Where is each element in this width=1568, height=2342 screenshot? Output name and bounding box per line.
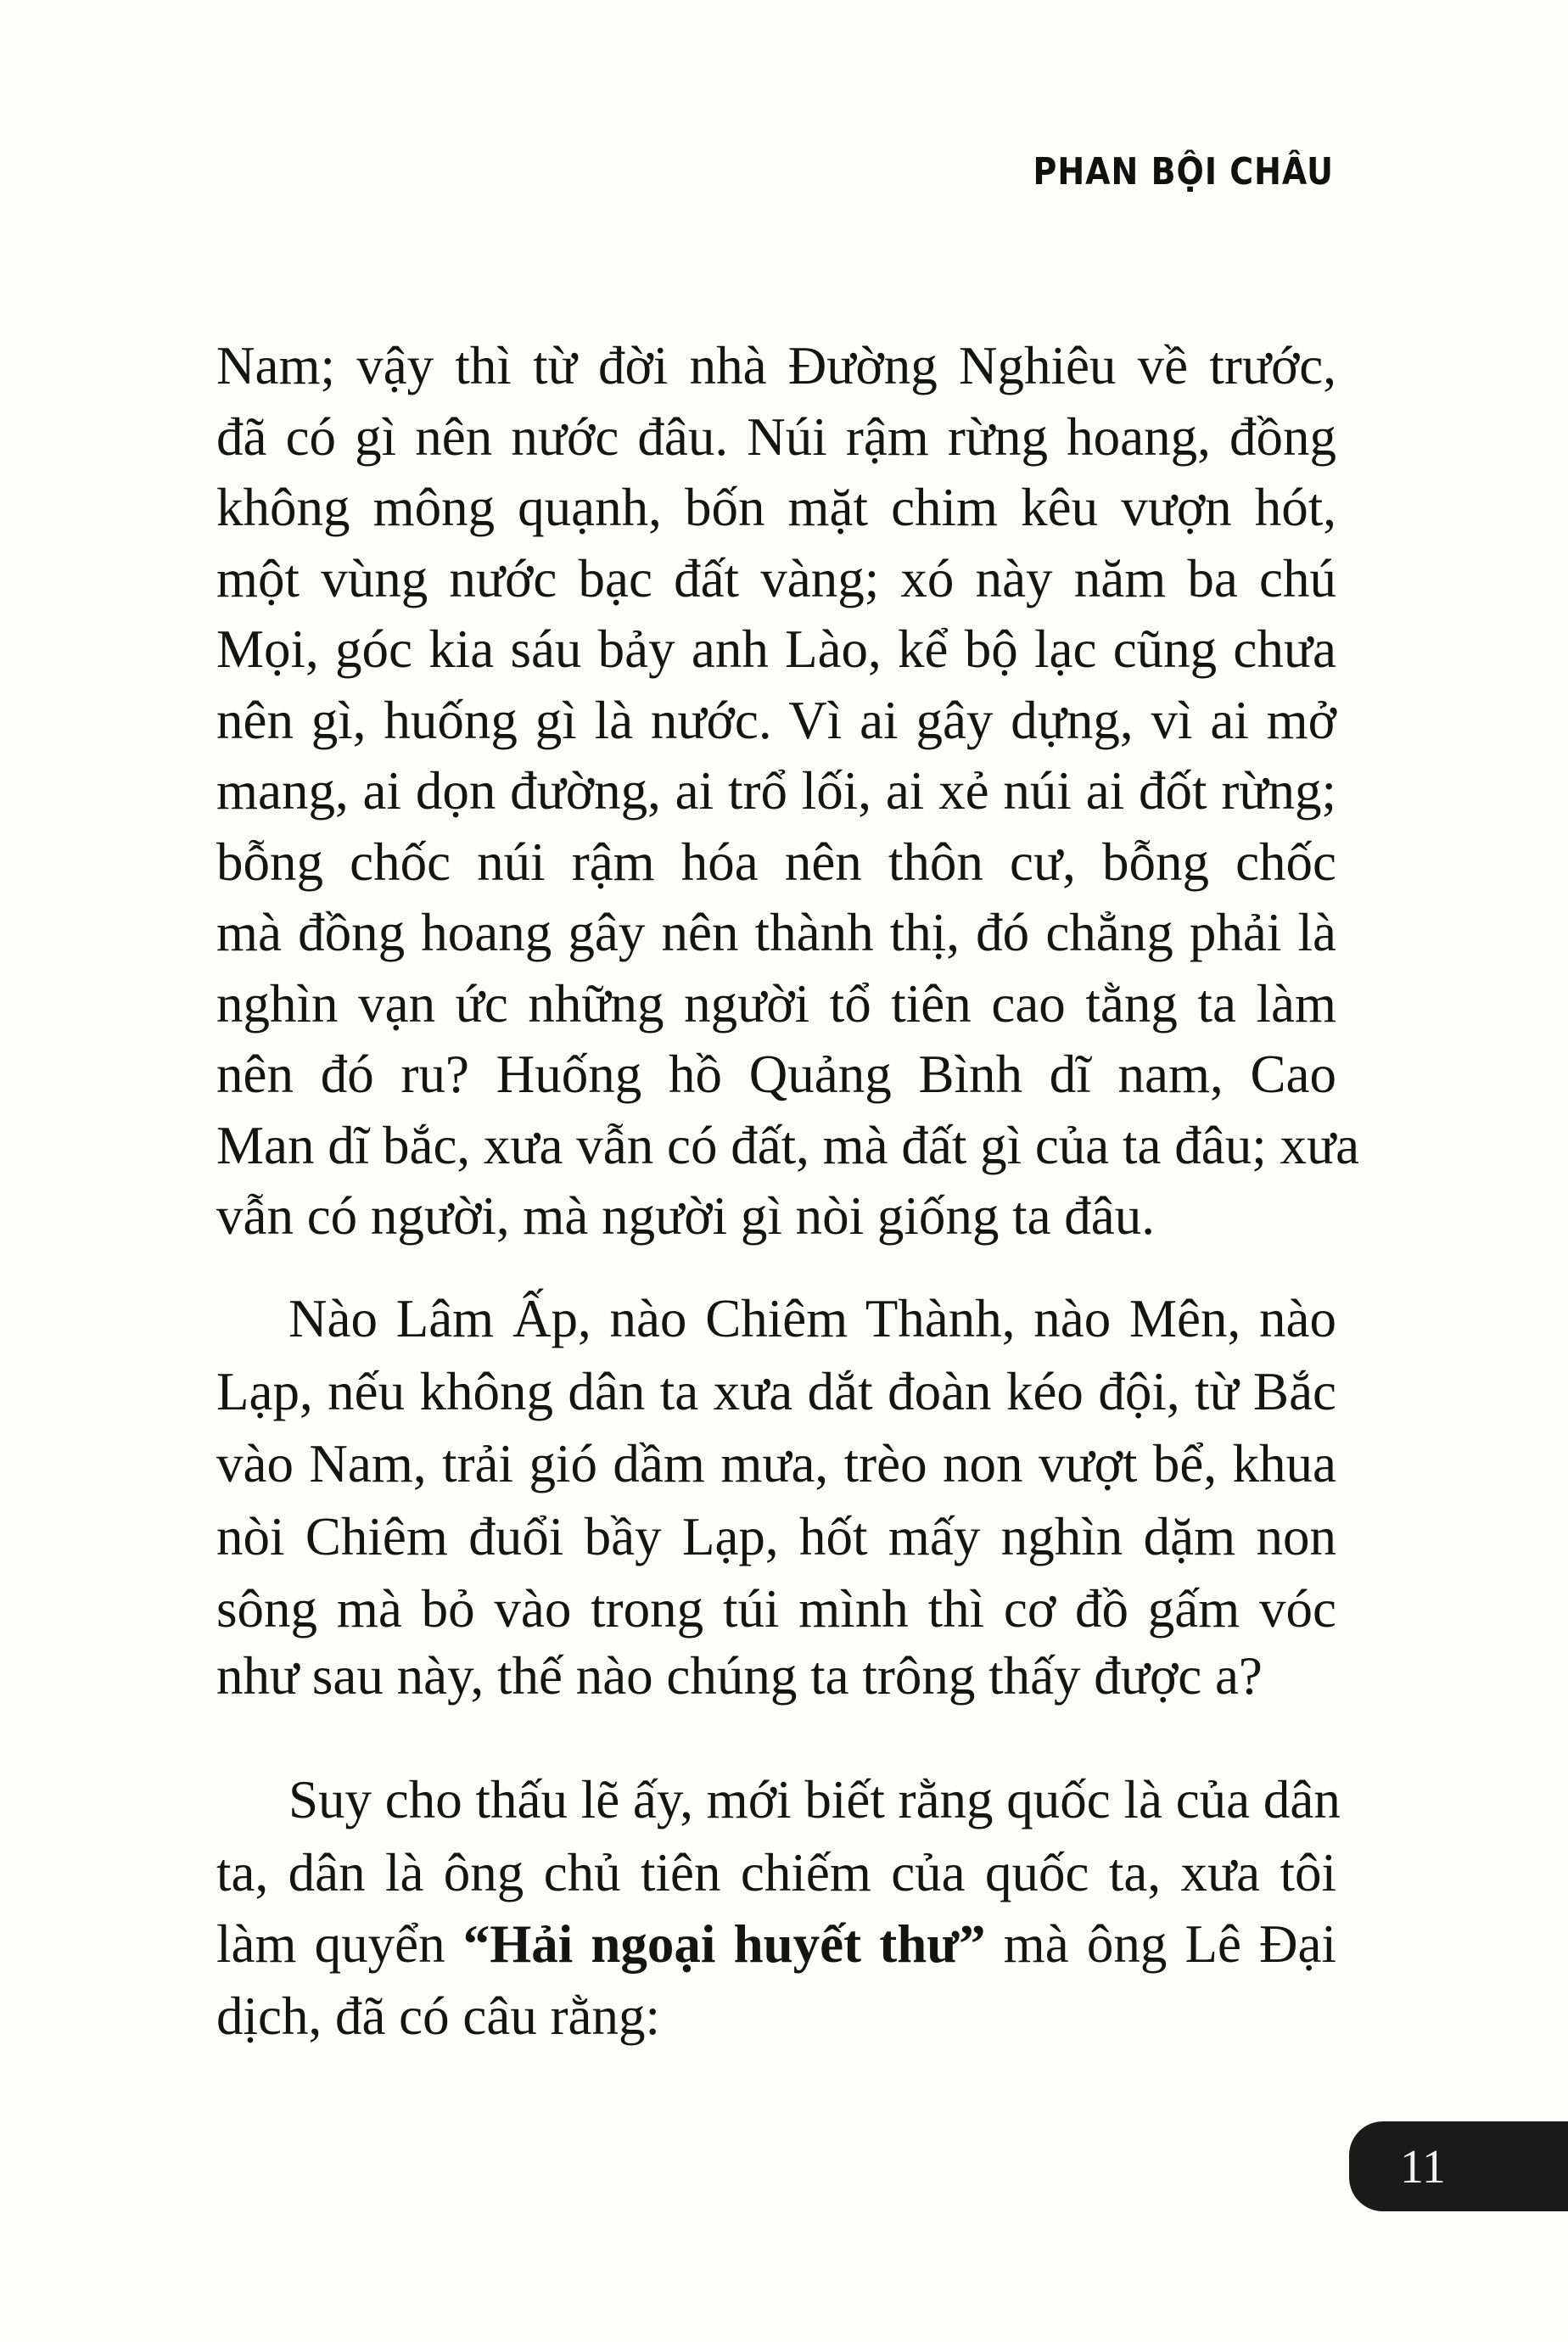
text-line: đã có gì nên nước đâu. Núi rậm rừng hoang, đồng xyxy=(216,407,1336,467)
text-line: sông mà bỏ vào trong túi mình thì cơ đồ gấm vóc xyxy=(216,1579,1336,1639)
text-line: như sau này, thế nào chúng ta trông thấy được a? xyxy=(216,1646,1263,1706)
text-line: mang, ai dọn đường, ai trổ lối, ai xẻ núi ai đốt rừng; xyxy=(216,761,1336,821)
book-title: “Hải ngoại huyết thư” xyxy=(462,1914,986,1974)
text-line: Suy cho thấu lẽ ấy, mới biết rằng quốc là của dân xyxy=(288,1770,1341,1829)
text-line: dịch, đã có câu rằng: xyxy=(216,1986,661,2046)
text-segment: mà ông Lê Đại xyxy=(985,1914,1337,1974)
text-segment: làm quyển xyxy=(216,1914,463,1974)
text-line: Man dĩ bắc, xưa vẫn có đất, mà đất gì của ta đâu; xưa xyxy=(216,1116,1360,1175)
text-line: nghìn vạn ức những người tổ tiên cao tằng ta làm xyxy=(216,974,1336,1034)
text-line: Nam; vậy thì từ đời nhà Đường Nghiêu về trước, xyxy=(216,336,1336,395)
text-line: nòi Chiêm đuổi bầy Lạp, hốt mấy nghìn dặm non xyxy=(216,1507,1336,1566)
text-line: vào Nam, trải gió dầm mưa, trèo non vượt bể, khua xyxy=(216,1434,1336,1493)
text-line: ta, dân là ông chủ tiên chiếm của quốc ta, xưa tôi xyxy=(216,1843,1336,1902)
text-line: một vùng nước bạc đất vàng; xó này năm ba chú xyxy=(216,549,1336,608)
running-header: PHAN BỘI CHÂU xyxy=(1033,149,1334,193)
text-line: vẫn có người, mà người gì nòi giống ta đâu. xyxy=(216,1186,1156,1246)
text-line: nên gì, huống gì là nước. Vì ai gây dựng, vì ai mở xyxy=(216,691,1336,750)
text-line: bỗng chốc núi rậm hóa nên thôn cư, bỗng chốc xyxy=(216,832,1336,892)
text-line: mà đồng hoang gây nên thành thị, đó chẳng phải là xyxy=(216,903,1336,962)
text-line: Nào Lâm Ấp, nào Chiêm Thành, nào Mên, nào xyxy=(288,1289,1336,1348)
text-line: không mông quạnh, bốn mặt chim kêu vượn hót, xyxy=(216,478,1336,537)
text-line: Mọi, góc kia sáu bảy anh Lào, kể bộ lạc cũng chưa xyxy=(216,619,1336,679)
text-line: nên đó ru? Huống hồ Quảng Bình dĩ nam, Cao xyxy=(216,1045,1336,1104)
page-number-tab xyxy=(1349,2121,1568,2211)
page-number: 11 xyxy=(1400,2141,1446,2194)
text-line: Lạp, nếu không dân ta xưa dắt đoàn kéo đội, từ Bắc xyxy=(216,1362,1336,1421)
text-line xyxy=(216,1908,1336,1980)
